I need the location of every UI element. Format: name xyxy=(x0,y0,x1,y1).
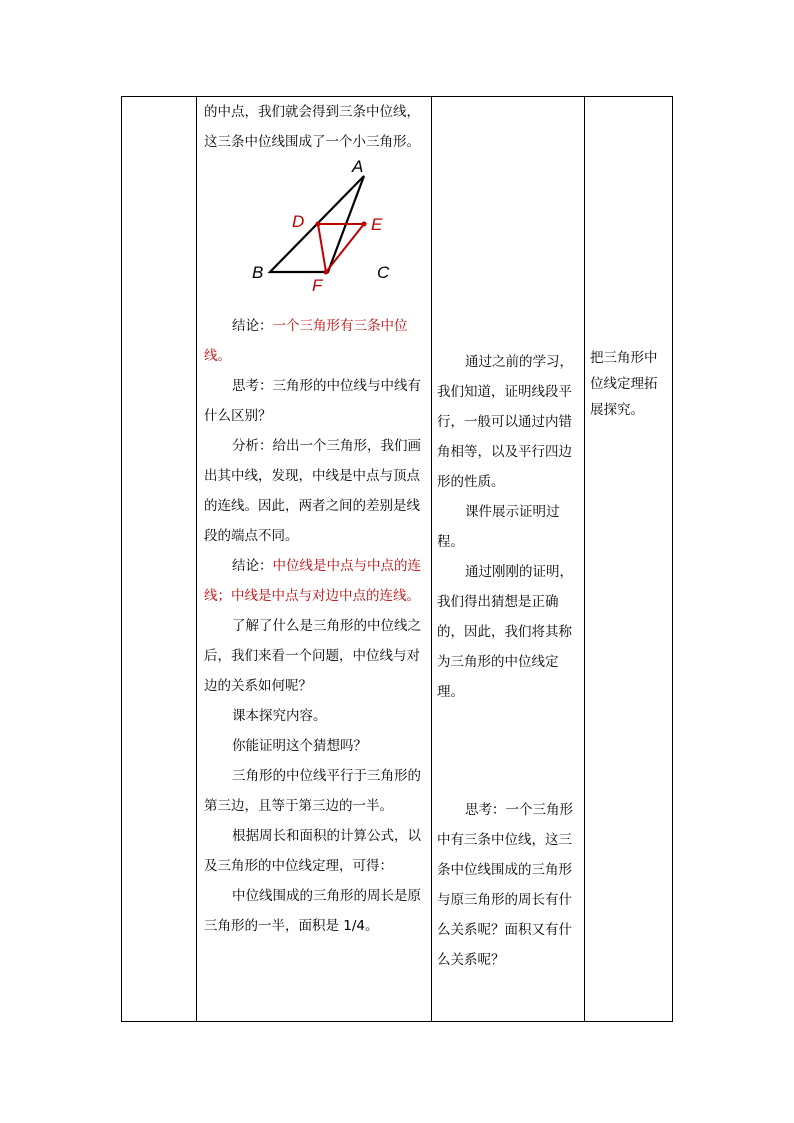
paragraph-theorem: 三角形的中位线平行于三角形的第三边，且等于第三边的一半。 xyxy=(204,768,421,814)
activity-paragraph-2: 课件展示证明过程。 xyxy=(437,504,560,550)
label-d: D xyxy=(292,212,305,231)
conclusion-label: 结论： xyxy=(232,558,273,574)
midline-triangle-def xyxy=(318,224,364,272)
activity-paragraph-4: 思考：一个三角形中有三条中位线，这三条中位线围成的三角形与原三角形的周长有什么关系呢？面积又有什么关系呢？ xyxy=(437,802,573,968)
activity-paragraph-3: 通过刚刚的证明，我们得出猜想是正确的，因此，我们将其称为三角形的中位线定理。 xyxy=(437,564,573,700)
paragraph-result: 中位线围成的三角形的周长是原三角形的一半，面积是 1/4。 xyxy=(204,888,421,934)
teaching-content-column xyxy=(197,97,431,1021)
point-f xyxy=(324,270,329,275)
lesson-table xyxy=(121,96,673,1022)
spacer xyxy=(437,707,580,795)
paragraph-question: 了解了什么是三角形的中位线之后，我们来看一个问题，中位线与对边的关系如何呢？ xyxy=(204,618,421,694)
conclusion-1 xyxy=(204,311,427,371)
paragraph-analysis: 分析：给出一个三角形，我们画出其中线，发现，中线是中点与顶点的连线。因此，两者之间的差别是线段的端点不同。 xyxy=(204,438,421,544)
label-b: B xyxy=(252,263,264,282)
conclusion-text: 中位线是中点与中点的连线；中线是中点与对边中点的连线。 xyxy=(204,558,421,604)
label-c: C xyxy=(377,263,390,282)
paragraph-formula: 根据周长和面积的计算公式，以及三角形的中位线定理，可得： xyxy=(204,828,421,874)
conclusion-label: 结论： xyxy=(232,318,273,334)
paragraph-prove: 你能证明这个猜想吗？ xyxy=(232,738,367,754)
triangle-diagram xyxy=(244,159,404,299)
conclusion-2 xyxy=(204,551,427,611)
intent-paragraph: 把三角形中位线定理拓展探究。 xyxy=(590,350,658,418)
label-a: A xyxy=(352,159,364,176)
conclusion-text: 一个三角形有三条中位线。 xyxy=(204,318,408,364)
paragraph-think: 思考：三角形的中位线与中线有什么区别？ xyxy=(204,378,421,424)
paragraph-textbook: 课本探究内容。 xyxy=(232,708,327,724)
student-activity-column xyxy=(432,97,584,1021)
design-intent-column xyxy=(585,97,673,1021)
point-d xyxy=(316,222,321,227)
label-e: E xyxy=(371,215,383,234)
triangle-figure xyxy=(204,159,427,311)
point-e xyxy=(362,222,367,227)
paragraph-intro: 的中点，我们就会得到三条中位线，这三条中位线围成了一个小三角形。 xyxy=(204,104,420,150)
label-f: F xyxy=(312,276,323,295)
activity-paragraph-1: 通过之前的学习，我们知道，证明线段平行，一般可以通过内错角相等，以及平行四边形的性质。 xyxy=(437,354,573,490)
